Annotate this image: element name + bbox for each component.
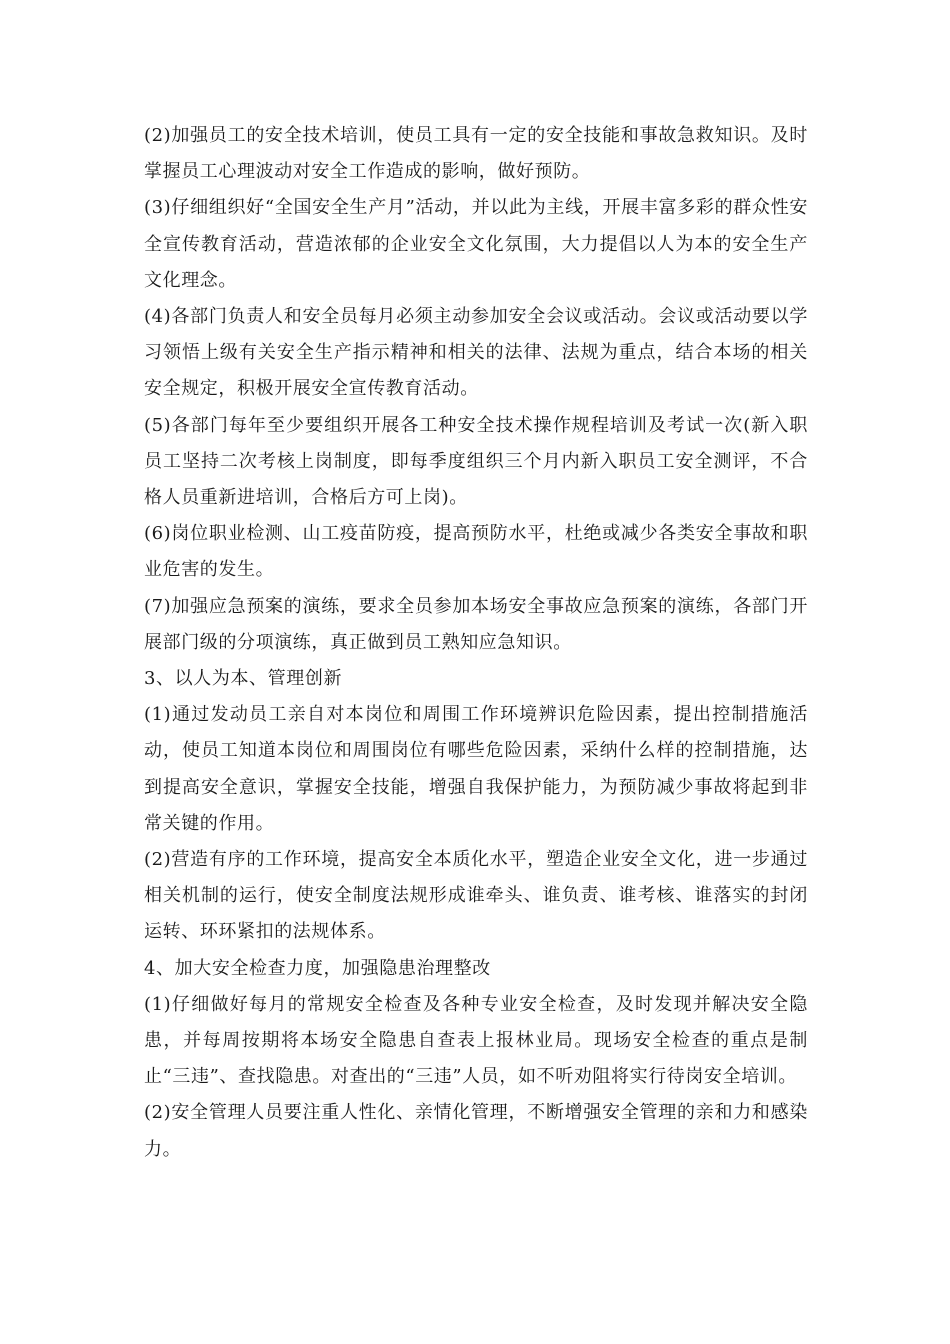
section-heading-3: 3、以人为本、管理创新 bbox=[144, 668, 343, 690]
document-body bbox=[144, 118, 808, 1168]
paragraph-7-drills: (7)加强应急预案的演练，要求全员参加本场安全事故应急预案的演练，各部门开展部门级的分项演练，真正做到员工熟知应急知识。 bbox=[144, 595, 808, 653]
section-heading-4: 4、加大安全检查力度，加强隐患治理整改 bbox=[144, 957, 491, 979]
paragraph-4-meetings: (4)各部门负责人和安全员每月必须主动参加安全会议或活动。会议或活动要以学习领悟上级有关安全生产指示精神和相关的法律、法规为重点，结合本场的相关安全规定，积极开展安全宣传教育活动。 bbox=[144, 306, 808, 400]
paragraph-section4-1: (1)仔细做好每月的常规安全检查及各种专业安全检查，及时发现并解决安全隐患，并每周按期将本场安全隐患自查表上报林业局。现场安全检查的重点是制止“三违”、查找隐患。对查出的“三违”人员，如不听劝阻将实行待岗安全培训。 bbox=[144, 993, 808, 1088]
paragraph-6-occupational: (6)岗位职业检测、山工疫苗防疫，提高预防水平，杜绝或减少各类安全事故和职业危害的发生。 bbox=[144, 523, 808, 581]
paragraph-5-exams: (5)各部门每年至少要组织开展各工种安全技术操作规程培训及考试一次(新入职员工坚持二次考核上岗制度，即每季度组织三个月内新入职员工安全测评，不合格人员重新进培训，合格后方可上岗)。 bbox=[144, 414, 808, 509]
paragraph-section4-2: (2)安全管理人员要注重人性化、亲情化管理，不断增强安全管理的亲和力和感染力。 bbox=[144, 1102, 808, 1160]
paragraph-section3-2: (2)营造有序的工作环境，提高安全本质化水平，塑造企业安全文化，进一步通过相关机制的运行，使安全制度法规形成谁牵头、谁负责、谁考核、谁落实的封闭运转、环环紧扣的法规体系。 bbox=[144, 849, 808, 943]
paragraph-2-training: (2)加强员工的安全技术培训，使员工具有一定的安全技能和事故急救知识。及时掌握员工心理波动对安全工作造成的影响，做好预防。 bbox=[144, 125, 808, 183]
paragraph-section3-1: (1)通过发动员工亲自对本岗位和周围工作环境辨识危险因素，提出控制措施活动，使员工知道本岗位和周围岗位有哪些危险因素，采纳什么样的控制措施，达到提高安全意识，掌握安全技能，增强自我保护能力，为预防减少事故将起到非常关键的作用。 bbox=[144, 704, 808, 834]
paragraph-3-safety-month: (3)仔细组织好“全国安全生产月”活动，并以此为主线，开展丰富多彩的群众性安全宣传教育活动，营造浓郁的企业安全文化氛围，大力提倡以人为本的安全生产文化理念。 bbox=[144, 197, 808, 291]
